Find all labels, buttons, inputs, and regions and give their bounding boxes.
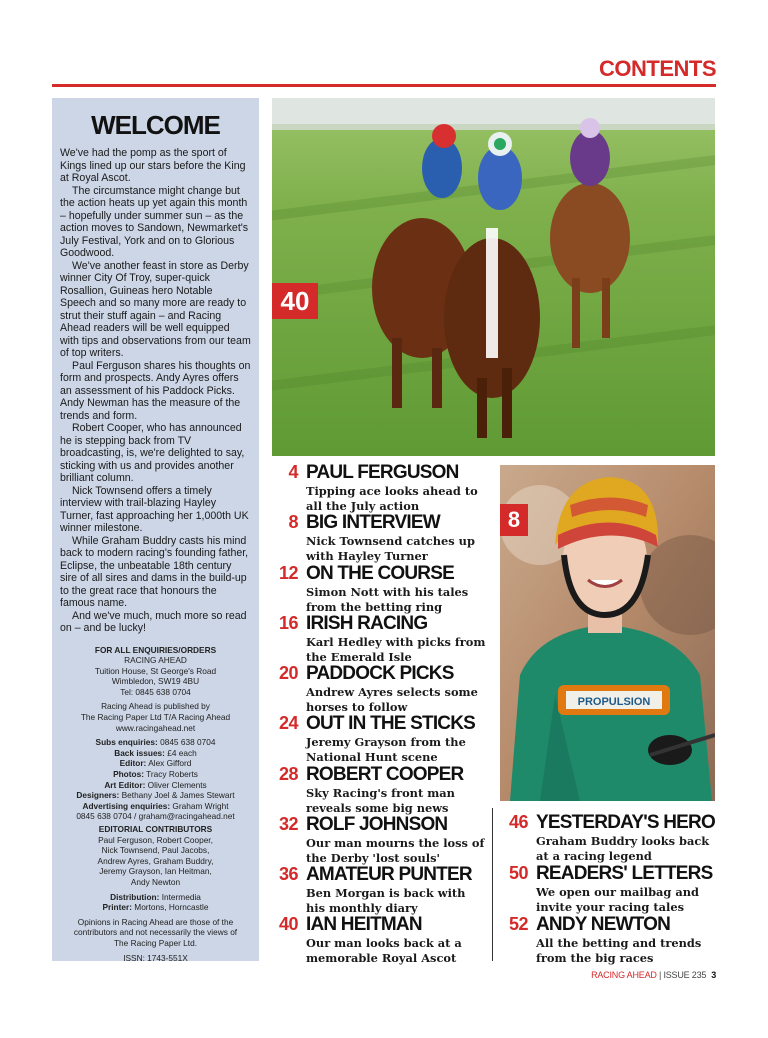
entry-title: ROLF JOHNSON — [306, 814, 448, 835]
contributors-line: Jeremy Grayson, Ian Heitman, — [99, 866, 212, 877]
contributors-line: Paul Ferguson, Robert Cooper, — [98, 834, 213, 845]
entry-description: Tipping ace looks ahead to all the July action — [306, 484, 478, 513]
contents-entry[interactable] — [270, 512, 492, 562]
contents-entry[interactable] — [270, 764, 492, 814]
contents-entry[interactable] — [270, 462, 492, 512]
silks-text: PROPULSION — [577, 696, 651, 708]
entry-title: ANDY NEWTON — [536, 914, 671, 935]
jockey-portrait-photo — [500, 465, 715, 801]
welcome-paragraph: Nick Townsend offers a timely interview with trail-blazing Hayley Turner, fast approaching her 1,000th UK winner milestone. — [60, 484, 249, 534]
entry-title: BIG INTERVIEW — [306, 512, 440, 533]
side-page-badge: 8 — [500, 504, 528, 536]
entry-page-number: 16 — [278, 613, 298, 633]
contents-entry[interactable] — [270, 663, 492, 713]
entry-description: Our man mourns the loss of the Derby 'lost souls' — [306, 836, 485, 865]
welcome-title: WELCOME — [91, 110, 220, 140]
subs-line: Subs enquiries: 0845 638 0704 — [95, 737, 216, 748]
entry-description: Sky Racing's front man reveals some big news — [306, 786, 455, 815]
entry-page-number: 24 — [278, 713, 298, 733]
entry-description: Andrew Ayres selects some horses to follow — [306, 685, 478, 714]
entry-description: We open our mailbag and invite your racing tales — [536, 885, 699, 914]
telephone: Tel: 0845 638 0704 — [120, 686, 191, 697]
hero-page-badge: 40 — [272, 283, 318, 319]
entry-page-number: 32 — [278, 814, 298, 834]
entry-title: ON THE COURSE — [306, 563, 454, 584]
contributors-heading: EDITORIAL CONTRIBUTORS — [98, 824, 213, 834]
entry-description: Karl Hedley with picks from the Emerald Isle — [306, 635, 486, 664]
contributors-line: Andy Newton — [130, 876, 181, 887]
welcome-paragraph: Robert Cooper, who has announced he is stepping back from TV broadcasting, is, we're delighted to say, sticking with us and provides another brilliant column. — [60, 422, 245, 484]
credits — [60, 645, 251, 964]
photos-line: Photos: Tracy Roberts — [113, 769, 198, 780]
entry-page-number: 36 — [278, 864, 298, 884]
entry-page-number: 8 — [288, 512, 298, 532]
page-title: CONTENTS — [599, 56, 716, 81]
entry-page-number: 46 — [508, 812, 528, 832]
footer-issue: | ISSUE 235 — [656, 970, 707, 980]
back-issues-line: Back issues: £4 each — [114, 747, 197, 758]
welcome-paragraph: We've another feast in store as Derby winner City Of Troy, super-quick Rosallion, Guineas hero Notable Speech and so many more are ready to strut their stuff again – and Racing Ahead readers will be well equipped with tips and observations from our team of top writers. — [60, 259, 251, 359]
hero-racehorse-photo — [272, 98, 715, 456]
entry-title: YESTERDAY'S HERO — [536, 812, 715, 833]
welcome-paragraph: Paul Ferguson shares his thoughts on form and prospects. Andy Ayres offers an assessment of his Paddock Picks. Andy Newman has the measure of the trends and form. — [60, 359, 251, 422]
enquiries-heading: FOR ALL ENQUIRIES/ORDERS — [94, 644, 217, 655]
entry-page-number: 4 — [288, 462, 298, 482]
entry-description: All the betting and trends from the big races — [536, 936, 702, 965]
advertising-line: Advertising enquiries: Graham Wright — [82, 800, 229, 811]
contents-entry[interactable] — [502, 914, 716, 964]
disclaimer-line: contributors and not necessarily the views of — [73, 927, 238, 938]
entry-title: IRISH RACING — [306, 613, 428, 634]
entry-title: IAN HEITMAN — [306, 914, 422, 935]
footer-brand: RACING AHEAD — [591, 970, 657, 980]
entry-description: Our man looks back at a memorable Royal Ascot — [306, 936, 462, 965]
company-name: RACING AHEAD — [124, 655, 187, 666]
welcome-paragraph: We've had the pomp as the sport of Kings lined up our stars before the King at Royal Ascot. — [60, 147, 246, 184]
website-link[interactable]: www.racingahead.net — [115, 722, 196, 733]
address-line: Tuition House, St George's Road — [94, 665, 217, 676]
entry-page-number: 20 — [278, 663, 298, 683]
advertising-contact: 0845 638 0704 / graham@racingahead.net — [76, 811, 235, 822]
publisher-line: The Racing Paper Ltd T/A Racing Ahead — [80, 712, 231, 723]
jockey-illustration — [500, 465, 715, 801]
disclaimer-line: The Racing Paper Ltd. — [113, 937, 198, 948]
column-divider — [492, 808, 493, 961]
contents-entry[interactable] — [502, 812, 716, 862]
page-footer — [591, 970, 716, 980]
welcome-sidebar — [52, 98, 259, 961]
welcome-paragraph: And we've much, much more so read on – and be lucky! — [60, 609, 247, 634]
distribution-line: Distribution: Intermedia — [110, 891, 201, 902]
header-rule — [52, 84, 716, 87]
entry-title: AMATEUR PUNTER — [306, 864, 472, 885]
art-editor-line: Art Editor: Oliver Clements — [104, 779, 207, 790]
contents-entry[interactable] — [270, 864, 492, 914]
entry-page-number: 40 — [278, 914, 298, 934]
contents-entry[interactable] — [502, 863, 716, 913]
contributors-line: Andrew Ayres, Graham Buddry, — [97, 855, 214, 866]
entry-page-number: 28 — [278, 764, 298, 784]
entry-page-number: 50 — [508, 863, 528, 883]
contents-entry[interactable] — [270, 814, 492, 864]
issn: ISSN: 1743-551X — [123, 952, 188, 963]
welcome-paragraph: While Graham Buddry casts his mind back to modern racing's founding father, Eclipse, the unbeatable 18th century sire of all sires and dams in the build-up to the great race that honours the famous name. — [60, 534, 249, 609]
designers-line: Designers: Bethany Joel & James Stewart — [76, 790, 235, 801]
entry-description: Jeremy Grayson from the National Hunt scene — [306, 735, 466, 764]
entry-title: OUT IN THE STICKS — [306, 713, 476, 734]
entry-description: Simon Nott with his tales from the betting ring — [306, 585, 469, 614]
publisher-line: Racing Ahead is published by — [101, 701, 210, 712]
entry-page-number: 52 — [508, 914, 528, 934]
entry-description: Ben Morgan is back with his monthly diary — [306, 886, 466, 915]
entry-title: PADDOCK PICKS — [306, 663, 454, 684]
contents-entry[interactable] — [270, 914, 492, 964]
printer-line: Printer: Mortons, Horncastle — [102, 902, 209, 913]
footer-page-number: 3 — [711, 970, 716, 980]
racehorse-illustration — [272, 98, 715, 456]
contents-entry[interactable] — [270, 563, 492, 613]
entry-title: ROBERT COOPER — [306, 764, 464, 785]
welcome-paragraph: The circumstance might change but the action heats up yet again this month – hopefully under summer sun – as the action moves to Sandown, Newmarket's July Festival, York and on to Glorious Goodwood. — [60, 184, 249, 259]
entry-title: READERS' LETTERS — [536, 863, 713, 884]
entry-title: PAUL FERGUSON — [306, 462, 459, 483]
disclaimer-line: Opinions in Racing Ahead are those of the — [77, 916, 234, 927]
entry-description: Graham Buddry looks back at a racing legend — [536, 834, 710, 863]
editor-line: Editor: Alex Gifford — [119, 758, 192, 769]
entry-description: Nick Townsend catches up with Hayley Turner — [306, 534, 475, 563]
contents-entry[interactable] — [270, 613, 492, 663]
contents-entry[interactable] — [270, 713, 492, 763]
address-line: Wimbledon, SW19 4BU — [111, 676, 200, 687]
welcome-body — [60, 147, 251, 635]
contributors-line: Nick Townsend, Paul Jacobs, — [101, 845, 210, 856]
entry-page-number: 12 — [278, 563, 298, 583]
